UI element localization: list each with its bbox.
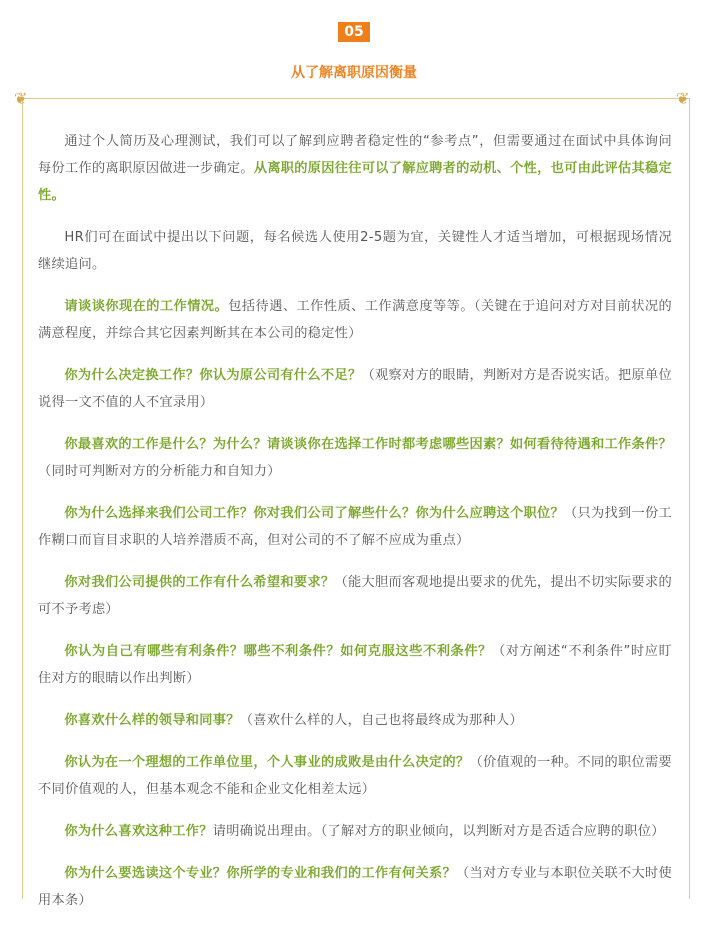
question-item (38, 293, 672, 347)
question-text: 你对我们公司提供的工作有什么希望和要求？ (64, 575, 335, 590)
question-item (38, 860, 672, 914)
question-text: 你认为在一个理想的工作单位里，个人事业的成败是由什么决定的？ (64, 755, 470, 770)
question-explanation: （观察对方的眼睛，判断对方是否说实话。把原单位说得一文不值的人不宜录用） (38, 368, 672, 410)
question-text: 你为什么喜欢这种工作？ (64, 824, 213, 839)
note-paragraph: HR们可在面试中提出以下问题，每名候选人使用2-5题为宜，关键性人才适当增加，可根据现场情况继续追问。 (38, 230, 672, 272)
question-item (38, 638, 672, 692)
article-body (38, 128, 672, 929)
question-text: 你认为自己有哪些有利条件？哪些不利条件？如何克服这些不利条件？ (64, 644, 492, 659)
flourish-icon: ❦ (676, 89, 690, 108)
question-explanation: （只为找到一份工作糊口而盲目求职的人培养潜质不高，但对公司的不了解不应成为重点） (38, 506, 672, 548)
question-item (38, 707, 672, 734)
question-text: 你为什么要选读这个专业？你所学的专业和我们的工作有何关系？ (64, 866, 456, 881)
question-explanation: （对方阐述“不利条件”时应盯住对方的眼睛以作出判断） (38, 644, 673, 686)
intro-text: 通过个人简历及心理测试，我们可以了解到应聘者稳定性的“参考点”，但需要通过在面试中具体询问每份工作的离职原因做进一步确定。 (38, 134, 672, 176)
section-title: 从了解离职原因衡量 (291, 65, 417, 81)
question-explanation: （能大胆而客观地提出要求的优先，提出不切实际要求的可不予考虑） (38, 575, 673, 617)
question-text: 你为什么决定换工作？你认为原公司有什么不足？ (64, 368, 362, 383)
flourish-icon: ❦ (14, 89, 28, 108)
question-text: 你喜欢什么样的领导和同事？ (64, 713, 240, 728)
question-item (38, 818, 672, 845)
question-explanation: （喜欢什么样的人，自己也将最终成为那种人） (239, 713, 523, 728)
question-explanation: （价值观的一种。不同的职位需要不同价值观的人，但基本观念不能和企业文化相差太远） (38, 755, 673, 797)
intro-highlight: 从离职的原因往往可以了解应聘者的动机、个性，也可由此评估其稳定性。 (38, 161, 672, 203)
question-explanation: （当对方专业与本职位关联不大时使用本条） (38, 866, 672, 908)
question-text: 你为什么选择来我们公司工作？你对我们公司了解些什么？你为什么应聘这个职位？ (64, 506, 564, 521)
question-text: 你最喜欢的工作是什么？为什么？请谈谈你在选择工作时都考虑哪些因素？如何看待待遇和工作条件？ (64, 437, 672, 452)
section-number-badge: 05 (338, 22, 370, 42)
question-item (38, 362, 672, 416)
question-explanation: （同时可判断对方的分析能力和自知力） (38, 464, 281, 479)
question-item (38, 500, 672, 554)
question-explanation: 请明确说出理由。（了解对方的职业倾向，以判断对方是否适合应聘的职位） (212, 824, 665, 839)
question-item (38, 749, 672, 803)
question-explanation: 包括待遇、工作性质、工作满意度等等。（关键在于追问对方对目前状况的满意程度，并综合其它因素判断其在本公司的稳定性） (38, 299, 673, 341)
intro-paragraph (38, 128, 672, 209)
question-item (38, 569, 672, 623)
question-item (38, 431, 672, 485)
question-text: 请谈谈你现在的工作情况。 (64, 299, 229, 314)
